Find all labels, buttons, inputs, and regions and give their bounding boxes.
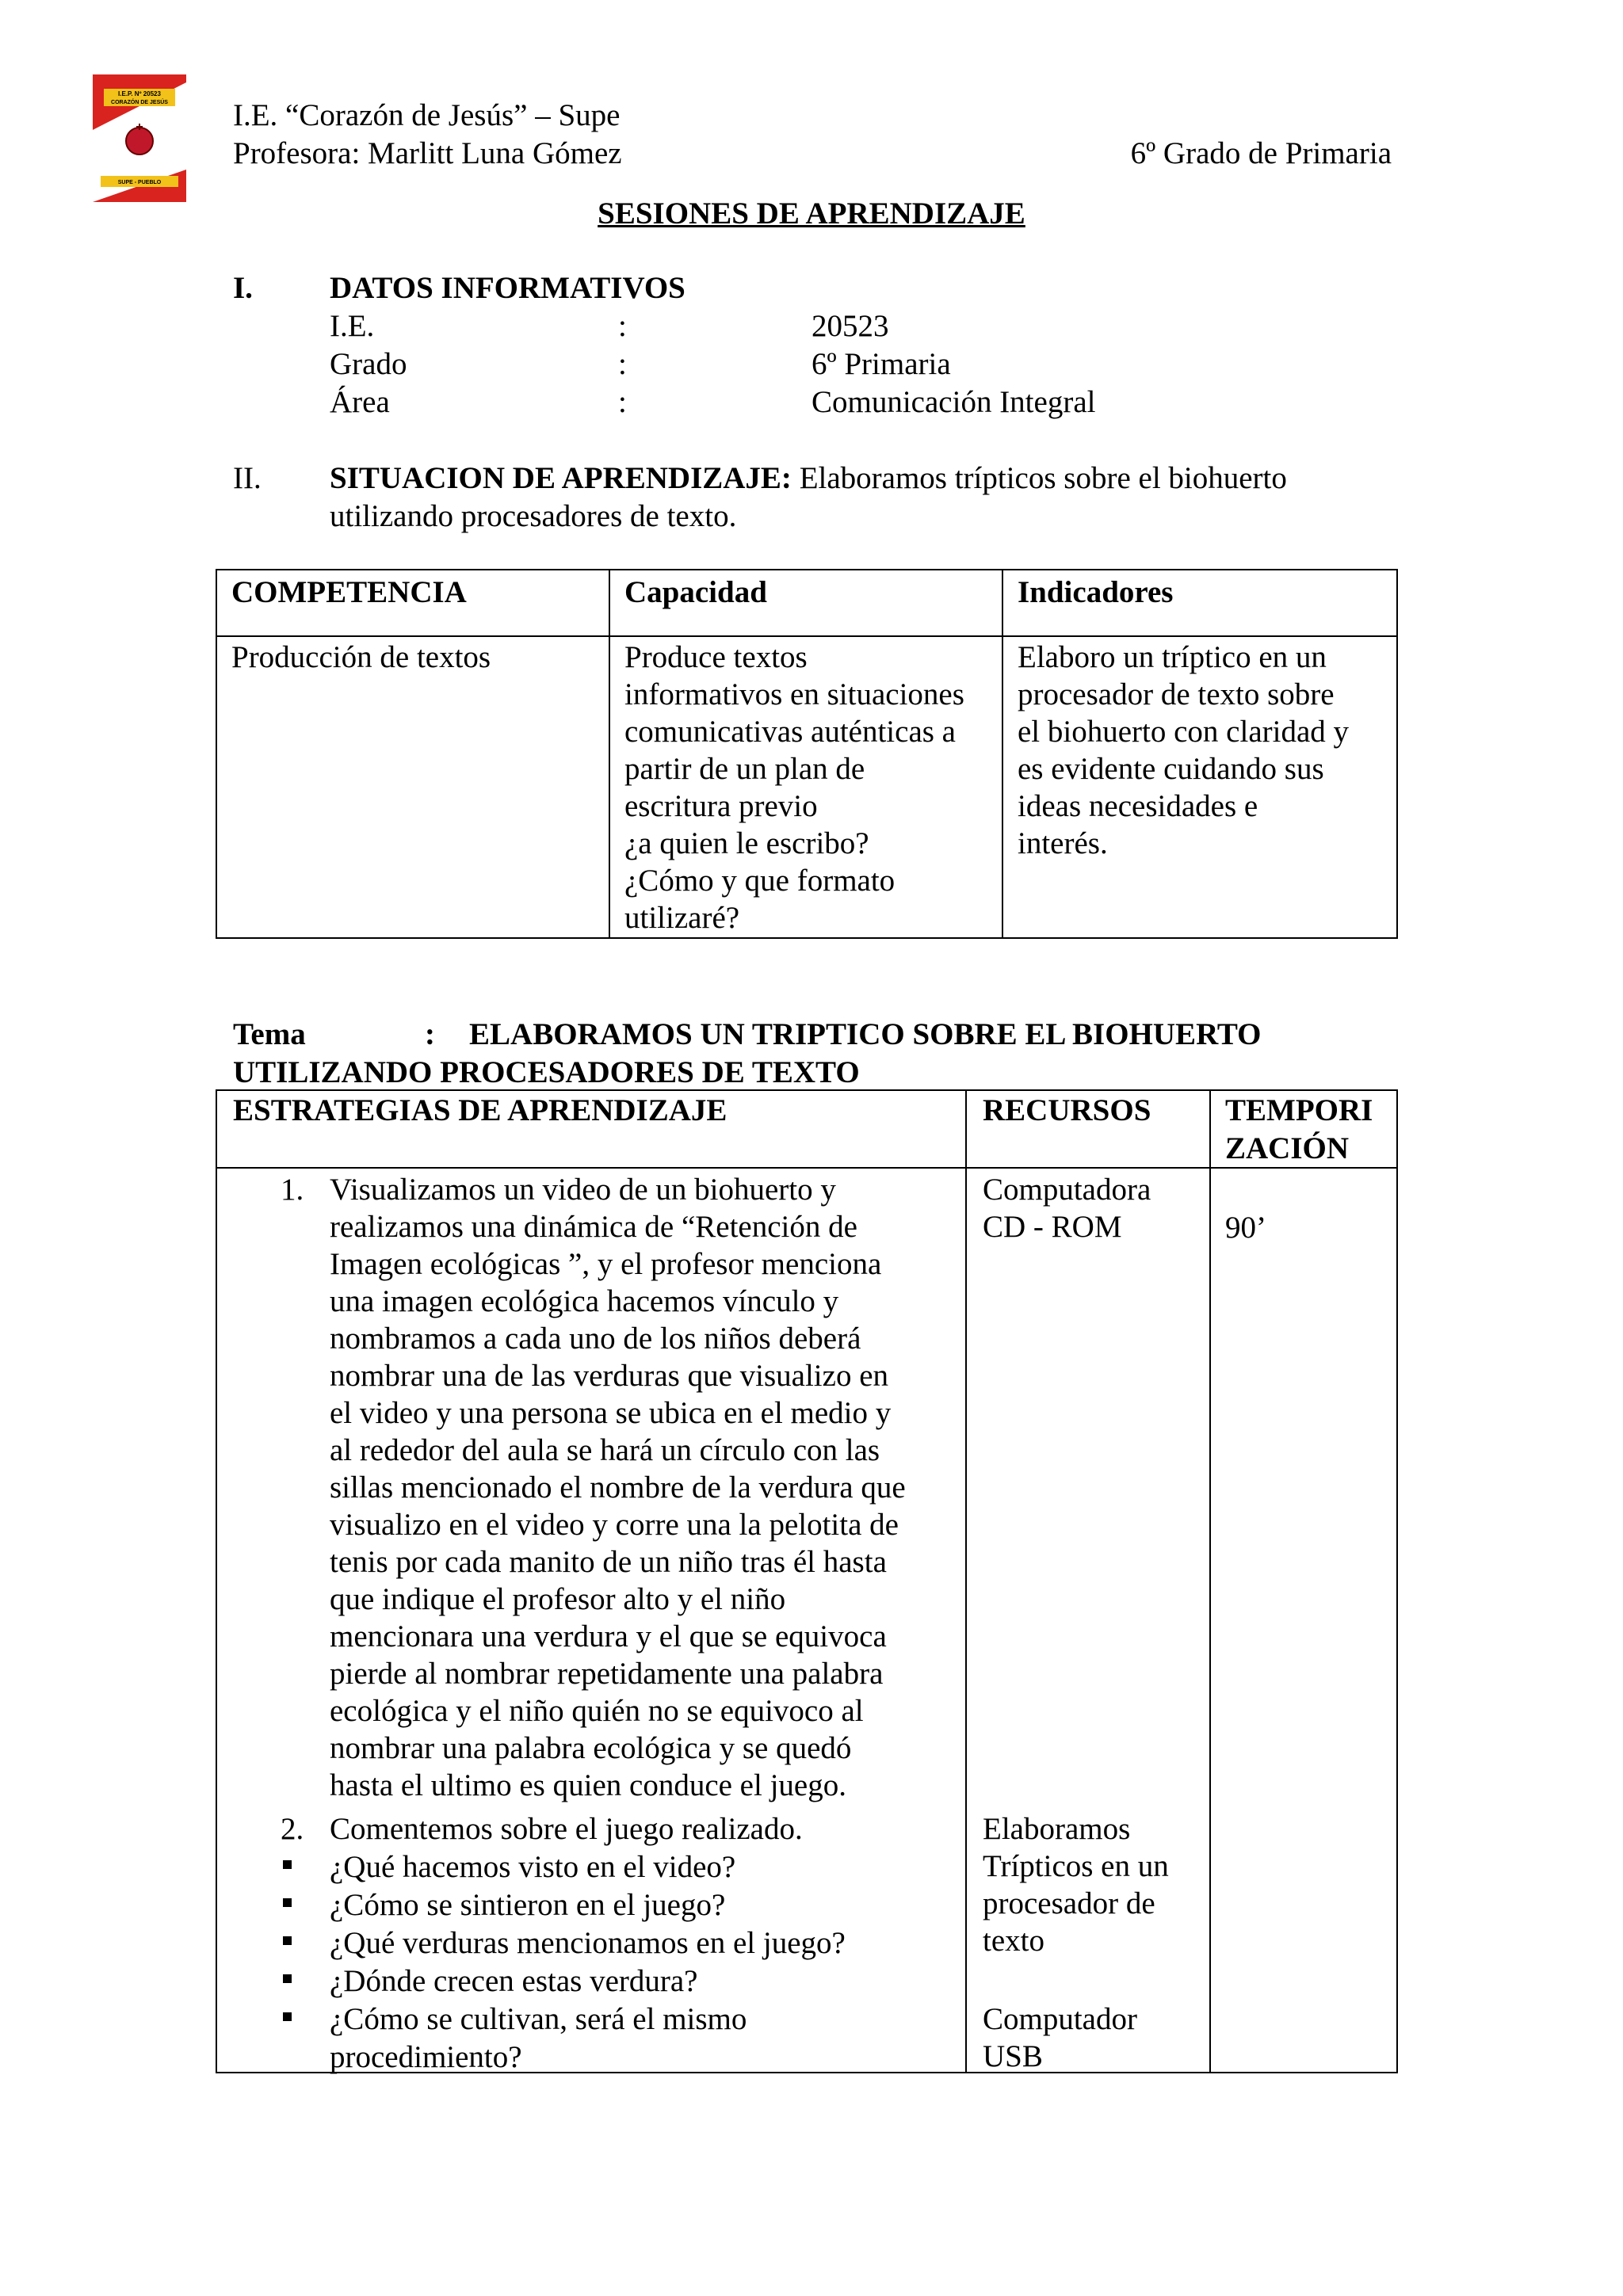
step1-number: 1.	[281, 1173, 304, 1207]
indicador-line: interés.	[1018, 826, 1108, 860]
info-value-grado: 6º Primaria	[812, 347, 951, 381]
section1-heading: DATOS INFORMATIVOS	[330, 271, 685, 305]
section2-text1: Elaboramos trípticos sobre el biohuerto	[791, 461, 1287, 495]
step1-line: sillas mencionado el nombre de la verdura que	[330, 1470, 906, 1505]
strategy-table-header-rule	[216, 1167, 1398, 1169]
section2-num: II.	[233, 461, 262, 495]
step1-line: nombrar una de las verduras que visualizo en	[330, 1359, 889, 1393]
logo-line1: I.E.P. Nº 20523	[118, 90, 161, 97]
question-item: ¿Dónde crecen estas verdura?	[330, 1964, 698, 1998]
step2-text: Comentemos sobre el juego realizado.	[330, 1812, 803, 1846]
th-temporizacion-2: ZACIÓN	[1225, 1131, 1350, 1165]
section2-line1	[330, 460, 1287, 497]
info-sep-grado: :	[618, 347, 627, 381]
resource-line: Computador	[983, 2002, 1137, 2036]
capacidad-line: partir de un plan de	[624, 752, 865, 786]
page-title: SESIONES DE APRENDIZAJE	[598, 196, 1025, 231]
step1-line: hasta el ultimo es quien conduce el juego.	[330, 1768, 846, 1802]
capacidad-line: ¿a quien le escribo?	[624, 826, 869, 860]
tema-label: Tema	[233, 1017, 306, 1051]
th-competencia: COMPETENCIA	[231, 575, 467, 609]
strategy-table-col-rule-2	[1209, 1089, 1211, 2073]
step1-line: ecológica y el niño quién no se equivoco al	[330, 1694, 864, 1728]
header-school: I.E. “Corazón de Jesús” – Supe	[233, 98, 621, 132]
td-indicadores	[1018, 639, 1349, 862]
info-sep-area: :	[618, 385, 627, 419]
resource-line: procesador de	[983, 1886, 1155, 1920]
question-item: ¿Cómo se cultivan, será el mismo	[330, 2002, 747, 2036]
step1-line: realizamos una dinámica de “Retención de	[330, 1210, 857, 1244]
section2-text2: utilizando procesadores de texto.	[330, 499, 737, 533]
info-value-area: Comunicación Integral	[812, 385, 1096, 419]
indicador-line: el biohuerto con claridad y	[1018, 715, 1350, 749]
bullet-icon	[283, 1936, 292, 1945]
section1-num: I.	[233, 271, 253, 305]
school-logo	[93, 74, 186, 202]
competency-table-header-rule	[216, 635, 1398, 637]
header-grade: 6º Grado de Primaria	[1130, 136, 1392, 170]
step1-line: que indique el profesor alto y el niño	[330, 1582, 786, 1616]
th-capacidad: Capacidad	[624, 575, 767, 609]
info-label-area: Área	[330, 385, 390, 419]
step1-line: Imagen ecológicas ”, y el profesor menciona	[330, 1247, 882, 1281]
step2-number: 2.	[281, 1812, 304, 1846]
indicador-line: procesador de texto sobre	[1018, 677, 1335, 711]
capacidad-line: comunicativas auténticas a	[624, 715, 956, 749]
resource-line: CD - ROM	[983, 1210, 1122, 1244]
step1-line: el video y una persona se ubica en el medio y	[330, 1396, 892, 1430]
step1-line: tenis por cada manito de un niño tras él hasta	[330, 1545, 887, 1579]
resources-group-1	[983, 1171, 1151, 1245]
header-teacher: Profesora: Marlitt Luna Gómez	[233, 136, 622, 170]
resources-group-3	[983, 2000, 1137, 2075]
capacidad-line: utilizaré?	[624, 901, 740, 935]
indicador-line: Elaboro un tríptico en un	[1018, 640, 1327, 674]
competency-table-col-rule-1	[609, 569, 610, 939]
resource-line: USB	[983, 2039, 1043, 2073]
bullet-icon	[283, 1860, 292, 1869]
tema-line2: UTILIZANDO PROCESADORES DE TEXTO	[233, 1055, 860, 1089]
question-item: ¿Qué verduras mencionamos en el juego?	[330, 1926, 846, 1960]
step1-line: nombrar una palabra ecológica y se quedó	[330, 1731, 852, 1765]
step1-text	[330, 1171, 906, 1804]
capacidad-line: ¿Cómo y que formato	[624, 864, 896, 898]
resource-line: Trípticos en un	[983, 1849, 1169, 1883]
indicador-line: es evidente cuidando sus	[1018, 752, 1324, 786]
info-sep-ie: :	[618, 309, 627, 343]
th-indicadores: Indicadores	[1018, 575, 1174, 609]
competencia-line: Producción de textos	[231, 640, 491, 674]
resource-line: Computadora	[983, 1173, 1151, 1207]
question-item: ¿Cómo se sintieron en el juego?	[330, 1888, 726, 1922]
step1-line: al rededor del aula se hará un círculo con las	[330, 1433, 880, 1467]
info-label-ie: I.E.	[330, 309, 375, 343]
step1-line: una imagen ecológica hacemos vínculo y	[330, 1284, 839, 1318]
capacidad-line: informativos en situaciones	[624, 677, 964, 711]
bullet-icon	[283, 2012, 292, 2021]
logo-line3: SUPE - PUEBLO	[117, 180, 162, 185]
tema-line1: ELABORAMOS UN TRIPTICO SOBRE EL BIOHUERTO	[469, 1017, 1262, 1051]
tema-sep: :	[425, 1017, 435, 1051]
competency-table-col-rule-2	[1002, 569, 1003, 939]
section2-heading: SITUACION DE APRENDIZAJE:	[330, 461, 792, 495]
step1-line: pierde al nombrar repetidamente una palabra	[330, 1657, 884, 1691]
bullet-icon	[283, 1974, 292, 1983]
step1-line: visualizo en el video y corre una la pelotita de	[330, 1508, 899, 1542]
resource-line: texto	[983, 1924, 1044, 1958]
capacidad-line: Produce textos	[624, 640, 808, 674]
question-item: ¿Qué hacemos visto en el video?	[330, 1850, 736, 1884]
step1-line: Visualizamos un video de un biohuerto y	[330, 1173, 836, 1207]
info-label-grado: Grado	[330, 347, 407, 381]
step1-line: mencionara una verdura y el que se equivoca	[330, 1619, 887, 1653]
strategy-table-col-rule-1	[965, 1089, 967, 2073]
td-capacidad	[624, 639, 964, 936]
resource-line: Elaboramos	[983, 1812, 1131, 1846]
logo-line2: CORAZÓN DE JESÚS	[111, 100, 168, 105]
info-value-ie: 20523	[812, 309, 889, 343]
th-temporizacion-1: TEMPORI	[1225, 1093, 1373, 1127]
step1-line: nombramos a cada uno de los niños deberá	[330, 1322, 861, 1356]
resources-group-2	[983, 1810, 1169, 1959]
indicador-line: ideas necesidades e	[1018, 789, 1258, 823]
question-item-continued: procedimiento?	[330, 2040, 522, 2074]
capacidad-line: escritura previo	[624, 789, 818, 823]
bullet-icon	[283, 1898, 292, 1907]
timing-value: 90’	[1225, 1211, 1266, 1245]
th-estrategias: ESTRATEGIAS DE APRENDIZAJE	[233, 1093, 727, 1127]
td-competencia	[231, 639, 491, 676]
th-recursos: RECURSOS	[983, 1093, 1151, 1127]
